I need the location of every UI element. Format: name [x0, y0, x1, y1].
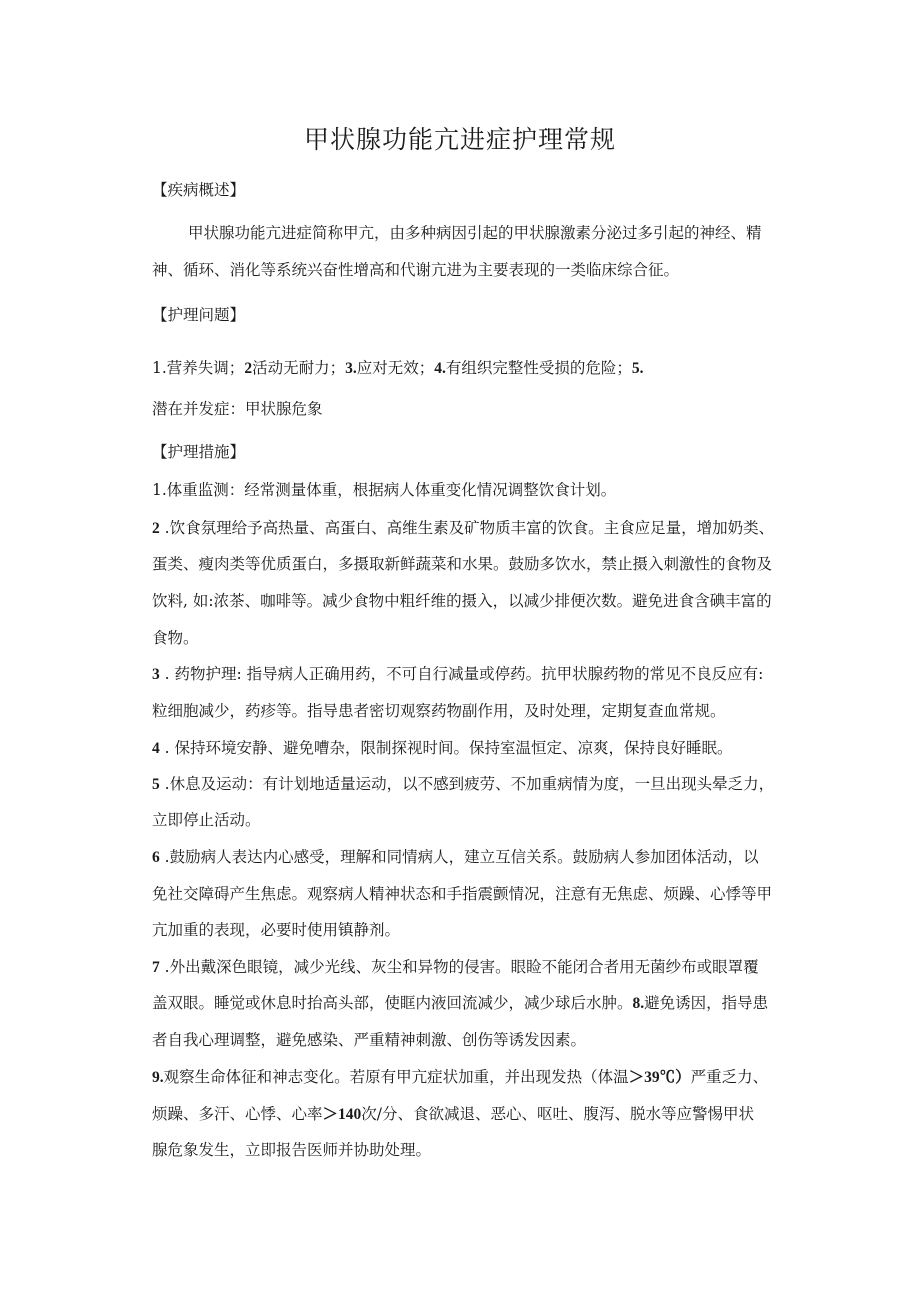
measure-text: 次/分、食欲减退、恶心、呕吐、腹泻、脱水等应警惕甲状 [361, 1105, 755, 1123]
document-title: 甲状腺功能亢进症护理常规 [303, 125, 616, 154]
measure-text: 烦躁、多汗、心悸、心率 [152, 1105, 323, 1123]
measure-item-4 [152, 736, 792, 758]
measure-line: 立即停止活动。 [152, 811, 261, 829]
measure-line: 者自我心理调整，避免感染、严重精神刺激、创伤等诱发因素。 [152, 1031, 587, 1049]
measure-number: 5 [152, 776, 160, 793]
measure-text: .外出戴深色眼镜，减少光线、灰尘和异物的侵害。眼睑不能闭合者用无菌纱布或眼罩覆 [159, 958, 759, 976]
measure-line: 粒细胞减少，药疹等。指导患者密切观察药物副作用，及时处理，定期复查血常规。 [152, 702, 726, 720]
problem-number: 4. [434, 360, 446, 377]
measure-item-5 [152, 772, 792, 794]
measure-number: 3 [152, 666, 160, 683]
measure-text: 盖双眼。睡觉或休息时抬高头部，使眶内液回流减少，减少球后水肿。 [152, 994, 633, 1012]
measure-number: 2 [152, 520, 160, 537]
measure-line: 饮料, 如:浓茶、咖啡等。减少食物中粗纤维的摄入，以减少排便次数。避免进食含碘丰富的 [152, 592, 772, 610]
measure-item-1: 1.体重监测：经常测量体重，根据病人体重变化情况调整饮食计划。 [152, 481, 617, 499]
measure-text: .鼓励病人表达内心感受，理解和同情病人，建立互信关系。鼓励病人参加团体活动，以 [159, 848, 759, 866]
overview-line: 神、循环、消化等系统兴奋性增高和代谢亢进为主要表现的一类临床综合征。 [152, 261, 680, 279]
heart-rate-value: ＞140 [322, 1106, 362, 1123]
problem-number: 1. [152, 359, 167, 377]
measure-line: 蛋类、瘦肉类等优质蛋白，多摄取新鲜蔬菜和水果。鼓励多饮水，禁止摄入刺激性的食物及 [152, 555, 773, 573]
measure-line [152, 1102, 792, 1124]
measure-text: . 保持环境安静、避免嘈杂，限制探视时间。保持室温恒定、凉爽，保持良好睡眠。 [159, 739, 733, 757]
problem-text: 有组织完整性受损的危险； [445, 359, 632, 377]
measure-number: 8. [632, 995, 645, 1012]
overview-line: 甲状腺功能亢进症简称甲亢，由多种病因引起的甲状腺激素分泌过多引起的神经、精 [188, 224, 762, 242]
problem-text: 活动无耐力； [252, 359, 346, 377]
problem-number: 3. [345, 360, 357, 377]
problems-complication: 潜在并发症：甲状腺危象 [152, 400, 323, 418]
measure-number: 4 [152, 740, 160, 757]
measure-line: 亢加重的表现，必要时使用镇静剂。 [152, 921, 401, 939]
problem-number: 5. [631, 360, 644, 377]
problems-heading: 【护理问题】 [152, 306, 246, 324]
measures-heading: 【护理措施】 [152, 443, 246, 461]
measure-text: .饮食氛理给予高热量、高蛋白、高维生素及矿物质丰富的饮食。主食应足量，增加奶类、 [159, 519, 775, 537]
measure-number: 9. [152, 1069, 164, 1086]
overview-heading: 【疾病概述】 [152, 181, 246, 199]
problem-number: 2 [244, 360, 253, 377]
measure-item-7 [152, 955, 792, 977]
measure-item-2 [152, 516, 792, 538]
measure-item-6 [152, 845, 792, 867]
measure-item-3 [152, 662, 792, 684]
measure-item-9 [152, 1065, 792, 1087]
measure-line: 食物。 [152, 629, 199, 647]
measure-line [152, 991, 792, 1013]
problems-list [152, 356, 792, 378]
temperature-value: ＞39℃） [628, 1069, 691, 1086]
measure-line: 腺危象发生，立即报告医师并协助处理。 [152, 1141, 432, 1159]
measure-number: 7 [152, 959, 160, 976]
problem-text: 应对无效； [356, 359, 435, 377]
measure-line: 免社交障碍产生焦虑。观察病人精神状态和手指震颤情况，注意有无焦虑、烦躁、心悸等甲 [152, 885, 773, 903]
measure-text: 观察生命体征和神志变化。若原有甲亢症状加重，并出现发热（体温 [163, 1068, 629, 1086]
problem-text: 营养失调； [166, 359, 245, 377]
measure-number: 6 [152, 849, 160, 866]
measure-text: 严重乏力、 [690, 1068, 769, 1086]
measure-text: 避免诱因，指导患 [644, 994, 769, 1012]
measure-text: .休息及运动：有计划地适量运动，以不感到疲劳、不加重病情为度，一旦出现头晕乏力， [159, 775, 775, 793]
measure-text: . 药物护理: 指导病人正确用药，不可自行减量或停药。抗甲状腺药物的常见不良反应有: [159, 665, 764, 683]
